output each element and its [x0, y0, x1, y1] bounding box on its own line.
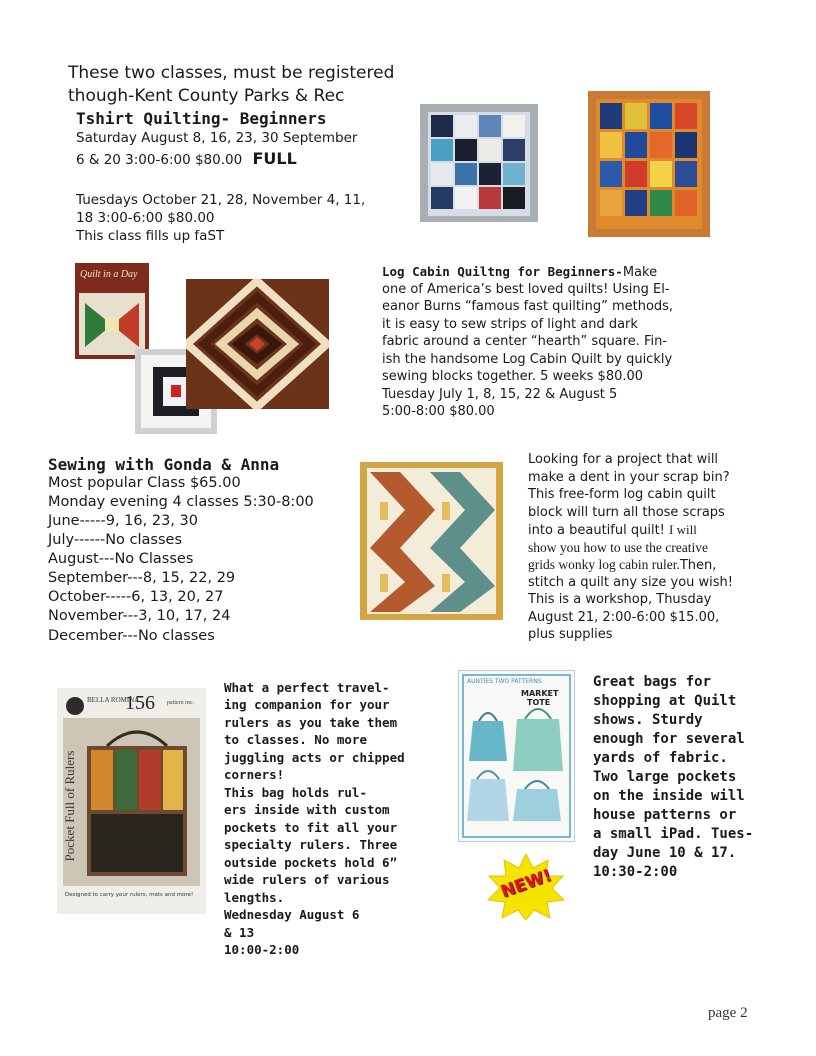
bags-line-8: a small iPad. Tues- [593, 826, 754, 842]
intro-line-2: though-Kent County Parks & Rec [68, 86, 345, 106]
tote-pattern-title-1: MARKET [521, 689, 559, 698]
rulerbag-line-10: outside pockets hold 6” [224, 855, 398, 870]
full-badge: FULL [252, 149, 297, 168]
log-cabin-quilt-photo [186, 279, 329, 409]
scrap-line-7b: Then, [679, 558, 717, 573]
pattern-brand: BELLA ROMINA [87, 696, 140, 704]
scrap-line-5b: I will [669, 522, 697, 537]
rulerbag-line-1: ing companion for your [224, 697, 390, 712]
logcabin-line-1: one of America’s best loved quilts! Using El- [382, 282, 670, 297]
logcabin-line-2: eanor Burns “famous fast quilting” methods, [382, 299, 674, 314]
sewing-line-4: August---No Classes [48, 551, 194, 567]
logcabin-line-4: fabric around a center “hearth” square. Fin- [382, 334, 668, 349]
tshirt-line-3: Tuesdays October 21, 28, November 4, 11, [76, 192, 366, 208]
tshirt-line-4: 18 3:00-6:00 $80.00 [76, 210, 215, 226]
rulerbag-line-5: corners! [224, 767, 285, 782]
rulerbag-line-3: to classes. No more [224, 732, 367, 747]
logcabin-line-8: 5:00-8:00 $80.00 [382, 404, 495, 419]
rulerbag-line-2: rulers as you take them [224, 715, 398, 730]
scrap-line-7a: grids wonky log cabin ruler. [528, 557, 680, 572]
sewing-title: Sewing with Gonda & Anna [48, 455, 280, 474]
wonky-log-cabin-quilt-photo [360, 462, 503, 620]
sewing-line-2: June-----9, 16, 23, 30 [48, 513, 198, 529]
pattern-caption: Designed to carry your rulers, mats and more! [65, 892, 194, 898]
logcabin-line-5: ish the handsome Log Cabin Quilt by quickly [382, 352, 673, 367]
logcabin-first-line [382, 264, 657, 280]
tote-pattern-header: AUNTIES TWO PATTERNS [467, 678, 542, 685]
sewing-line-8: December---No classes [48, 628, 215, 644]
new-badge [486, 852, 566, 920]
rulerbag-line-11: wide rulers of various [224, 872, 390, 887]
rulerbag-line-15: 10:00-2:00 [224, 942, 300, 957]
tshirt-title: Tshirt Quilting- Beginners [76, 109, 327, 128]
rulerbag-line-8: pockets to fit all your [224, 820, 398, 835]
bags-line-7: house patterns or [593, 807, 737, 823]
scrap-line-8: stitch a quilt any size you wish! [528, 575, 733, 590]
scrap-line-9: This is a workshop, Thusday [528, 592, 712, 607]
tshirt-line-2 [76, 149, 297, 168]
tshirt-line-1: Saturday August 8, 16, 23, 30 September [76, 130, 358, 146]
page-number: page 2 [708, 1005, 748, 1021]
rulerbag-line-13: Wednesday August 6 [224, 907, 360, 922]
bags-line-0: Great bags for [593, 674, 712, 690]
logcabin-line-7: Tuesday July 1, 8, 15, 22 & August 5 [382, 387, 618, 402]
bags-line-10: 10:30-2:00 [593, 864, 678, 880]
rulerbag-line-14: & 13 [224, 925, 255, 940]
bags-line-6: on the inside will [593, 788, 745, 804]
logcabin-line-0: Make [622, 265, 658, 280]
rulerbag-line-12: lengths. [224, 890, 285, 905]
scrap-line-10: August 21, 2:00-6:00 $15.00, [528, 610, 720, 625]
logcabin-title: Log Cabin Quiltng for Beginners- [382, 264, 623, 279]
bags-line-1: shopping at Quilt [593, 693, 737, 709]
tshirt-dates-text: 6 & 20 3:00-6:00 $80.00 [76, 152, 243, 168]
scrap-line-4: block will turn all those scraps [528, 505, 725, 520]
scrap-line-3: This free-form log cabin quilt [528, 487, 716, 502]
sewing-line-7: November---3, 10, 17, 24 [48, 608, 231, 624]
scrap-line-2: make a dent in your scrap bin? [528, 470, 730, 485]
pocket-full-of-rulers-pattern-cover [57, 688, 206, 914]
scrap-line-6: show you how to use the creative [528, 540, 708, 555]
sewing-line-3: July------No classes [48, 532, 183, 548]
sewing-line-0: Most popular Class $65.00 [48, 475, 241, 491]
intro-line-1: These two classes, must be registered [68, 63, 395, 83]
scrap-line-5a: into a beautiful quilt! [528, 523, 670, 538]
logcabin-line-6: sewing blocks together. 5 weeks $80.00 [382, 369, 644, 384]
tshirt-line-5: This class fills up faST [76, 228, 225, 244]
rulerbag-line-4: juggling acts or chipped [224, 750, 405, 765]
scrap-line-5 [528, 522, 697, 538]
tote-pattern-title-2: TOTE [527, 698, 551, 707]
rulerbag-line-9: specialty rulers. Three [224, 837, 398, 852]
pattern-suffix: pattern inc. [167, 700, 194, 706]
sewing-line-5: September---8, 15, 22, 29 [48, 570, 236, 586]
logcabin-line-3: it is easy to sew strips of light and dark [382, 317, 638, 332]
market-tote-pattern-cover [458, 670, 575, 842]
bags-line-9: day June 10 & 17. [593, 845, 737, 861]
quilt-in-a-day-book-cover [75, 263, 149, 359]
new-badge-text: NEW! [498, 865, 555, 903]
bags-line-5: Two large pockets [593, 769, 737, 785]
rulerbag-line-7: ers inside with custom [224, 802, 390, 817]
rulerbag-line-6: This bag holds rul- [224, 785, 367, 800]
scrap-line-7 [528, 557, 716, 573]
rulerbag-line-0: What a perfect travel- [224, 680, 390, 695]
sewing-line-6: October-----6, 13, 20, 27 [48, 589, 224, 605]
bags-line-3: enough for several [593, 731, 745, 747]
sewing-line-1: Monday evening 4 classes 5:30-8:00 [48, 494, 314, 510]
pattern-number: 156 [125, 692, 155, 714]
book-title-text: Quilt in a Day [80, 269, 138, 280]
bags-line-4: yards of fabric. [593, 750, 728, 766]
tshirt-quilt-photo-2 [588, 91, 710, 237]
scrap-line-1: Looking for a project that will [528, 452, 719, 467]
bags-line-2: shows. Sturdy [593, 712, 703, 728]
scrap-line-11: plus supplies [528, 627, 613, 642]
pattern-title-vertical: Pocket Full of Rulers [62, 750, 77, 862]
tshirt-quilt-photo-1 [420, 104, 538, 222]
